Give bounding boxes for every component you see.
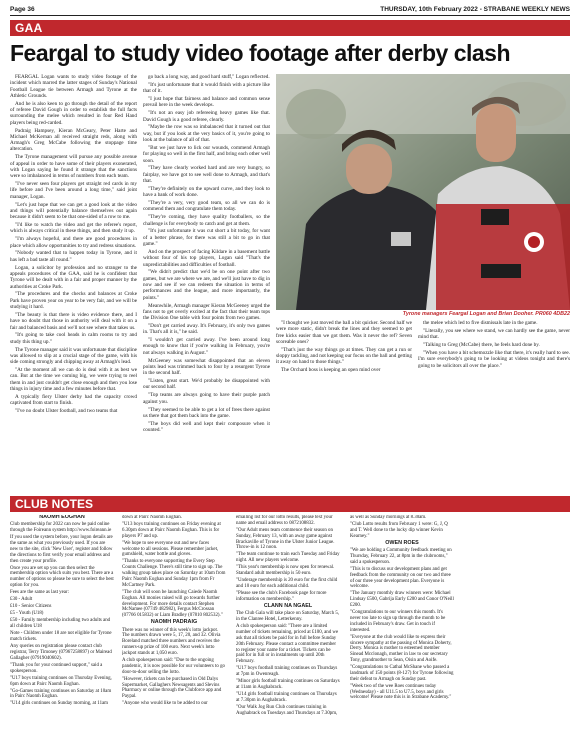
paragraph: the melee which led to five dismissals late in the game. — [423, 320, 538, 326]
paragraph: "I just hope that fairness and balance and common sense prevail here in the week develops. — [143, 96, 270, 109]
paragraph: Padraig Hampsey, Kieran McGeary, Peter Harte and Michael McKernan all received straight reds, along with Armagh's Greg McCabe following the stoppage time altercation. — [10, 127, 137, 153]
club-paragraphs — [236, 515, 340, 603]
paragraph: "Our Adult mens team commence their season on Sunday, February 13, with an away game against Brackaville of Tyrone in the Ulster Junior League. Throw-in is 12 noon. — [236, 527, 335, 551]
paragraph: "Thanks to everyone supporting the Every Step Counts Challenge. There's still time to sign up. The walking group takes place on Saturday at 10am from Pairc Naomh Eoghan and Sunday 1pm from Fr McCartney Park. — [122, 559, 226, 588]
paragraph: The Club Gala will take place on Saturday, March 5, in the Clanree Hotel, Letterkenny. — [236, 611, 340, 623]
paragraph: There was no winner of this week's lotto jackpot. The numbers drawn were 5, 17, 20, and 32. Olivia Boreland matched three numbers and receives the runners-up prize of 100 euro. Next week's lotto jackpot stands at 1,050 euro. — [122, 627, 221, 656]
paragraph: "Go-Games training continues on Saturday at 10am in Pairc Naomh Eoghan. — [10, 688, 112, 700]
paragraph: "It's going to take cool heads in calm rooms to try and study this thing up." — [10, 332, 137, 345]
paragraph: "Maybe the row was so imbalanced that it turned out that way, but if you look at the very basics of it, you're going to look at the balance of all of that. — [143, 124, 270, 144]
paragraph: "Anyone who would like to be added to our — [122, 701, 208, 707]
paragraph: £5 - Youth (U18) — [10, 611, 44, 617]
paragraph: "I'm always hopeful, and there are good procedures in place which allow opportunities to try and redress situations. — [10, 236, 137, 249]
paragraph: "The club will soon be launching Caiede Naomh Eoghan. All monies raised will go towards further development. For more details contact Stephen McNamee (07749 482982), Fergus McCrossan (07766 015832) or Liam Bradley (07810 802532)." — [122, 589, 223, 619]
page-number: Page 36 — [10, 5, 35, 13]
paragraph: FEARGAL Logan wants to study video footage of the incident which marred the latter stages of Sunday's National Football League tie between Armagh and Tyrone at the Athletic Grounds. — [10, 74, 137, 99]
club-paragraphs — [10, 522, 114, 707]
paragraph: "U14 girls football training continues on Thursdays at 7.30pm in Aughabrack. — [236, 692, 337, 703]
club-heading-naomh-padraig: NAOMH PADRAIG — [150, 619, 198, 626]
paragraph: "I thought we just moved the ball a bit quicker. Second half we were more static, didn't break the lines and they seemed to get free kicks easier than we got them. Was it never the ref? Seven scoreable ones? — [276, 320, 412, 345]
paragraph: £50 - Family membership including two adults and all children U18 — [10, 618, 111, 630]
paragraph: McGeeney was somewhat disappointed that an eleven points lead was trimmed back to four by a resurgent Tyrone in the second half. — [143, 357, 270, 377]
paragraph: "U14 girls continues on Sunday morning, at 11am — [10, 701, 108, 707]
paragraph: Meanwhile, Armagh manager Kieran McGeeney urged the fans not to get overly excited at the fact that their team tops the Division One table with four points from two games. — [143, 302, 270, 322]
paragraph: go back a long way, and good hard stuff," Logan reflected. — [148, 74, 270, 80]
paragraph: "We are holding a Community feedback meeting on Thursday, February 22, at 8pm in the clubrooms," said a spokesperson. — [350, 548, 452, 565]
article-column-1 — [10, 74, 137, 486]
paragraph: The Tyrone manager said it was unfortunate that discipline was allowed to slip at a crucial stage of the game, with his side coming strongly and chipping away at Armagh's lead. — [10, 346, 137, 366]
paragraph: "We hope to see everyone out and new faces welcome to all sessions. Please remember jacket, gumshield, water bottle and gloves. — [122, 540, 219, 558]
paragraph: down at Pairc Naomh Eoghan. — [122, 515, 182, 520]
paragraph: "This is to discuss our development plans and get feedback from the community on our two and three of our three year development plan. Everyone is welcome. — [350, 566, 451, 590]
club-paragraphs — [350, 515, 454, 540]
paragraph: "I've no doubt Ulster football, and two teams that — [15, 408, 118, 415]
paragraph: "I wouldn't get carried away. I've been around long enough to know that if you're walking in February, you're not always walking in August." — [143, 337, 270, 356]
club-notes-column-4 — [350, 515, 454, 733]
club-notes-label: CLUB NOTES — [15, 497, 93, 511]
paragraph: "This year's membership is now open for renewal. Standard adult membership is 50 euro. — [236, 565, 335, 577]
paragraph: "Our Walk Jog Run Club continues training in Aughabrack on Tuesdays and Thursdays at 7.30pm, — [236, 704, 338, 716]
article-headline: Feargal to study video footage after derby clash — [10, 40, 511, 66]
paragraph: "They're a very, very good team, so all we can do is commend them and congratulate them today. — [143, 200, 270, 213]
paragraph: Fees are the same as last year: — [10, 590, 69, 596]
section-banner-gaa — [10, 20, 570, 36]
paragraph: A club spokesperson said: "There are a limited number of tickets remaining, priced at £100, and we ask that all tickets be paid for in full before Sunday 20th February. Please contact a committee member to register your name for a ticket. Tickets can be paid for in full or in instalments up until 20th February. — [236, 624, 339, 665]
paragraph: "It's not an easy job refereeing heavy games like that. David Gough is a good referee, clearly. — [143, 110, 270, 123]
club-heading-naomh-eoghan: NAOMH EOGHAN — [39, 515, 85, 520]
paragraph: "Literally, you see where we stand, we can hardly see the game, never mind that. — [418, 327, 570, 341]
paragraph: "Top teams are always going to have their purple patch against you. — [143, 392, 270, 405]
paragraph: Note - Children under 18 are not eligible for Tyrone match tickets. — [10, 631, 112, 643]
paragraph: "Minor girls football training continues on Saturdays at 11am in Aughabrack. — [236, 679, 340, 690]
paragraph: as well as Sunday mornings at 8.30am. — [350, 515, 427, 520]
paragraph: "Let's just hope that we can get a good look at the video and things will potentially balance themselves out again because it didn't seem to be that one-sided of a row to me. — [10, 201, 137, 221]
paragraph: And on the prospect of facing Kildare in a basement battle without four of his top players, Logan said "That's the unpredictabilities and difficulties of football. — [143, 248, 270, 268]
paragraph: "It's just unfortunate it was cut short a bit today, for want of a better phrase, for there was still a bit to go in that game." — [143, 228, 270, 248]
club-paragraphs — [122, 628, 226, 708]
paragraph: "Everyone at the club would like to express their sincere sympathy at the passing of Monica Doherty, Derry. Monica is mother to esteemed member Sinead Mcclonagh, mother in law to our secretary Tony, grandmother to Sean, Oisin and Aoife. — [350, 634, 452, 664]
paragraph: "When you have a bit schemozzle like that there, it's really hard to see. I'm sure everybody's going to be looking at videos tonight and there's going to be solicitors all over the place." — [418, 349, 570, 369]
paragraph: "Thank you for your continued support," said a spokesperson. — [10, 662, 103, 674]
managers-photo — [276, 74, 570, 310]
paragraph: "I've never seen four players get straight red cards in my life before and I've been around a long time," said joint manager, Logan. — [10, 181, 137, 200]
paragraph: "The procedures and the checks and balances at Croke Park have proven year on year to be very fair, and we will be studying it hard. — [10, 291, 137, 311]
paragraph: "That's just the way things go at times. They can get a run or sloppy tackling, and not keeping our focus on the ball and getting it away on hand to those things." — [276, 346, 412, 366]
club-notes-column-3 — [236, 515, 340, 733]
paragraph: "At the moment all we can do is deal with it as best we can. But at the time we coming big, we were trying to reel them in and just couldn't get close enough and then you lose things in injury time and a few minutes before that. — [10, 367, 137, 392]
club-notes-column-2 — [122, 515, 226, 733]
paragraph: "They seemed to be able to get a lot of frees there against us there that got them back into the game. — [143, 406, 270, 419]
club-paragraphs — [236, 611, 340, 716]
article-column-4 — [418, 320, 570, 486]
paragraph: "We didn't predict that we'd be on one point after two games, but we are where we are, and we'll just have to dig in now and see if we can redeem the situation in terms of performances and the league, and more importantly, the points." — [143, 269, 270, 301]
paragraph: "U17 boys training continues on Thursday Evening, 6pm down at Pairc Naomh Eoghan. — [10, 675, 112, 687]
article-column-2 — [143, 74, 270, 486]
paragraph: Club membership for 2022 can now be paid online through the Foireann system http://www.foireann.ie — [10, 522, 112, 534]
paragraph: "I'd like to watch the video and get the referee's report, which is always critical in these things, and then study it up. — [10, 222, 137, 235]
paragraph: If you used the system before, your logon details are the same as what you previously used. If you are new to the site, click 'New User', register and follow the directions to first verify your email address and then create your profile. — [10, 535, 113, 564]
paragraph: "But we just have to lick our wounds, commend Armagh for playing so well in the first half, and bring each other well soon. — [143, 144, 270, 164]
paragraph: "However, tickets can be purchased in Old Dalys Supermarket, Gallaghers Newsagents and Slevins Pharmacy or online through the Clubforce app and Paypal. — [122, 676, 222, 700]
paragraph: "The January monthly draw winners were: Michael Lindsay £500, Gabrija Early £200 and Conor O'Neill £200. — [350, 591, 454, 609]
paragraph: A typically fiery Ulster derby had the capacity crowd captivated from start to finish. — [10, 393, 137, 407]
paragraph: £30 - Adult — [10, 597, 33, 603]
paragraph: Once you are set up you can then select the membership option which suits you best. There are a number of options so please be sure to select the best option for you. — [10, 565, 114, 589]
section-label: GAA — [15, 21, 43, 35]
paragraph: £10 - Senior Citizens — [10, 604, 52, 610]
paragraph: "They have clearly worked hard and are very hungry, so fairplay, we have got to see well done to Armagh, and that's that. — [143, 165, 270, 185]
page-dateline: THURSDAY, 10th February 2022 - STRABANE WEEKLY NEWS — [380, 5, 570, 13]
club-paragraphs — [122, 515, 226, 619]
paragraph: "U17 boys football training continues on Thursdays at 7pm in Owenreagh. — [236, 666, 338, 678]
paragraph: "Congratulations to Cathal McShane who passed a landmark of 150 points (8-127) for Tyrone following their defeat to Armagh on Sunday past. — [350, 665, 454, 682]
paragraph: Logan, a solicitor by profession and no stranger to the appeals procedures of the GAA, said he is confident that Tyrone will be dealt with in a fair and proper manner by the authorities at Croke Park. — [10, 264, 137, 290]
club-notes-column-5 — [464, 515, 570, 733]
article-column-3 — [276, 320, 412, 486]
paragraph: "Congratulations to our winners this month. It's never too late to sign up through the month to be included in February's draw. Get in touch if interested. — [350, 610, 446, 633]
paragraph: "The team continue to train each Tuesday and Friday night. All new players welcome. — [236, 552, 340, 564]
paragraph: "Nobody wanted that to happen today in Tyrone, and it has left a bad taste all round." — [10, 250, 137, 263]
paragraph: "They're definitely on the upward curve, and they look to have a bank of work done. — [143, 185, 270, 199]
paragraph: "Please see the club's Facebook page for more information on membership." — [236, 591, 327, 602]
club-notes-column-1 — [10, 515, 114, 733]
paragraph: "Talking to Greg (McCabe) there, he feels hard done by. — [423, 342, 540, 349]
paragraph: "The beauty is that there is video evidence there, and I have no doubt that those in authority will deal with it on a fair and balanced basis and we'll not see where that takes us. — [10, 311, 137, 331]
paragraph: "It's just unfortunate that it would finish with a picture like that of it. — [143, 81, 270, 95]
paragraph: The Orchard boss is keeping an open mind over — [281, 367, 381, 374]
paragraph: Any queries on registration please contact club registrar, Terry Timoney (07967258897) or Mairead Gallagher (07919040602). — [10, 644, 112, 661]
paragraph: "Listen, great start. We'd probably be disappointed with our second half. — [143, 378, 270, 391]
paragraph: "Week two of the wee Roes continues today (Wednesday) - all U11.5 to U7.5, boys and girls welcome! Please note this is in Strabane Academy." — [350, 683, 452, 701]
paragraph: "Underage membership is 20 euro for the first child and 10 euro for each additional child. — [236, 578, 338, 590]
paragraph: And he is also keen to go through the detail of the report of referee David Gough in order to establish the full facts surrounding the melee which resulted in four Red Hand players being red-carded. — [10, 100, 137, 126]
club-heading-owen-roes: OWEN ROES — [385, 539, 419, 546]
section-banner-club-notes — [10, 496, 570, 512]
paragraph: emailing list for our lotto results, please text your name and email address to 0872108832. — [236, 515, 333, 526]
paragraph: "U13 boys training continues on Friday evening at 6.30pm down at Pairc Naomh Eoghan. This is for players P7 and up. — [122, 522, 221, 539]
photo-illustration — [276, 74, 570, 310]
paragraph: "Don't get carried away. It's February, it's only two games in. That's all it is," he said. — [143, 323, 270, 336]
paragraph: "They're coming, they have quality footballers, so the challenge is for everybody to catch and get at them. — [143, 214, 270, 227]
header-rule — [10, 15, 570, 16]
paragraph: "The boys did well and kept their composure when it counted." — [143, 420, 270, 434]
paragraph: The Tyrone management will pursue any possible avenue of appeal in order to have some of their players exonerated, with Logan saying he found it strange that the sanctions were so imbalanced in terms of numbers from each team. — [10, 154, 137, 180]
club-paragraphs — [350, 548, 454, 701]
paragraph: "Club Lotto results from February 1 were: G, J, Q and T. Well done to the lucky dip winner Kevin Kearney." — [350, 522, 448, 539]
photo-caption: Tyrone managers Feargal Logan and Brian Dooher. PR060 4DB22 — [402, 311, 570, 317]
page-header — [10, 4, 570, 14]
club-heading-clann-na-ngael: CLANN NA NGAEL — [263, 602, 313, 609]
paragraph: A club spokesperson said: "Due to the ongoing pandemic, it is now possible for our volunteers to go door-to-door selling the lotto. — [122, 658, 225, 675]
